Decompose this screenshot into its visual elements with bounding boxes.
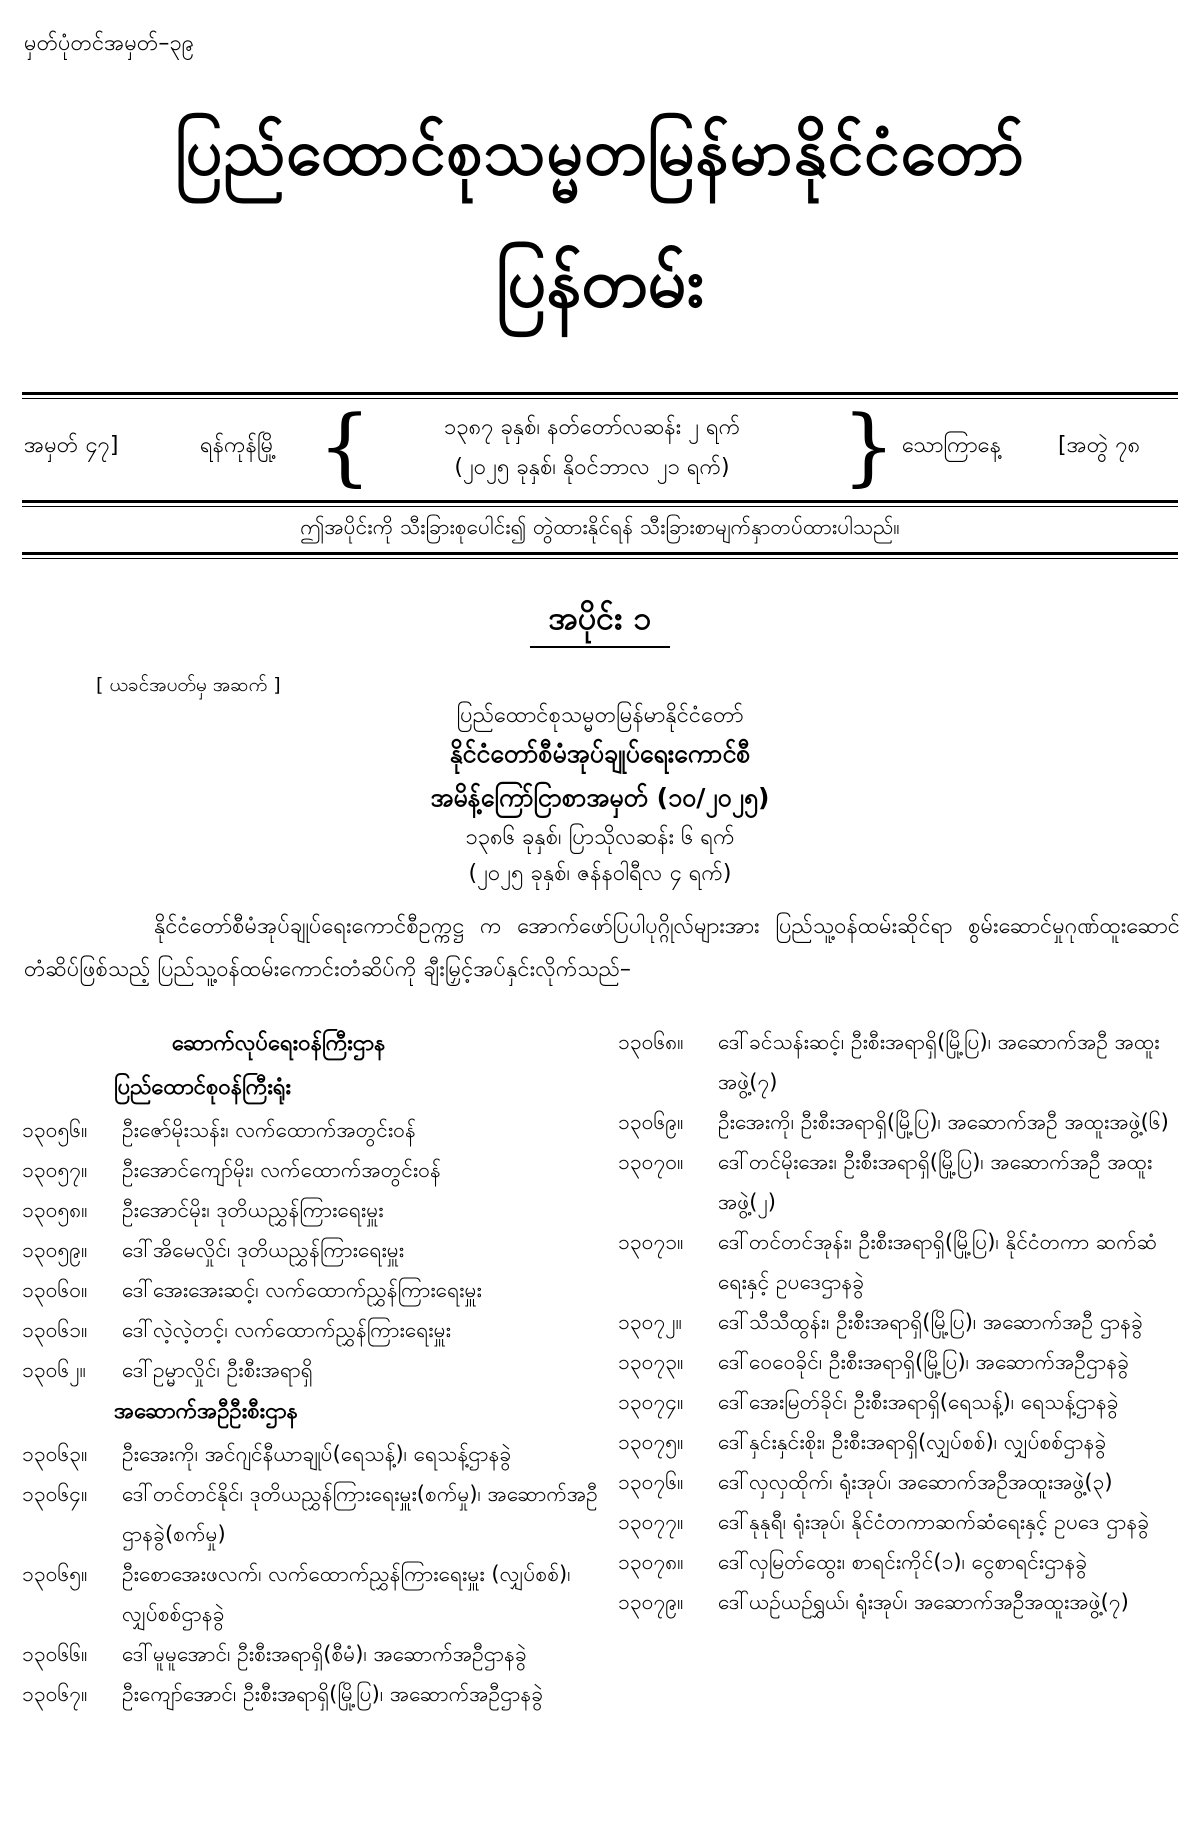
award-entry	[618, 1422, 1178, 1462]
header-council: နိုင်ငံတော်စီမံအုပ်ချုပ်ရေးကောင်စီ	[449, 739, 751, 768]
entry-number: ၁၃၀၅၉။	[22, 1238, 88, 1262]
entry-number: ၁၃၀၆၇။	[22, 1682, 88, 1706]
header-state: ပြည်ထောင်စုသမ္မတမြန်မာနိုင်ငံတော်	[456, 703, 744, 728]
entry-number: ၁၃၀၆၉။	[618, 1110, 684, 1134]
entry-text: ဒေါ်ဥမ္မာလှိုင်၊ ဦးစီးအရာရှိ	[122, 1358, 313, 1382]
entry-text: ဦးအောင်မိုး၊ ဒုတိယညွှန်ကြားရေးမှူး	[122, 1198, 384, 1222]
entry-number: ၁၃၀၇၇။	[618, 1510, 684, 1534]
left-column	[22, 1022, 602, 1714]
award-entry	[618, 1542, 1178, 1582]
award-entry	[22, 1270, 602, 1310]
masthead-rule-top	[22, 392, 1178, 395]
award-entry	[618, 1302, 1178, 1342]
left-entries-a	[22, 1110, 602, 1390]
department-heading: အဆောက်အဦဦးစီးဌာန	[114, 1399, 298, 1424]
note-rule	[22, 552, 1178, 555]
masthead	[22, 397, 1178, 495]
entry-number: ၁၃၀၅၇။	[22, 1158, 88, 1182]
header-date-myanmar: ၁၃၈၆ ခုနှစ်၊ ပြာသိုလဆန်း ၆ ရက်	[465, 825, 735, 850]
entry-number: ၁၃၀၇၆။	[618, 1470, 684, 1494]
award-entry	[22, 1674, 602, 1714]
entry-number: ၁၃၀၇၂။	[618, 1310, 682, 1334]
entry-text: ဒေါ်လဲ့လဲ့တင့်၊ လက်ထောက်ညွှန်ကြားရေးမှူး	[122, 1318, 451, 1342]
entry-text: ဒေါ်တင်တင်အုန်း၊ ဦးစီးအရာရှိ(မြို့ပြ)၊ နိုင်ငံတကာ ဆက်ဆံရေးနှင့် ဥပဒေဌာနခွဲ	[718, 1230, 1158, 1294]
left-brace: {	[318, 397, 372, 495]
award-entry	[22, 1310, 602, 1350]
entry-number: ၁၃၀၇၈။	[618, 1550, 684, 1574]
paragraph-text: နိုင်ငံတော်စီမံအုပ်ချုပ်ရေးကောင်စီဥက္ကဋ္ဌ က အောက်ဖော်ပြပါပုဂ္ဂိုလ်များအား ပြည်သူ့ဝန်ထမ်းဆိုင်ရာ စွမ်းဆောင်မှုဂုဏ်ထူးဆောင်တံဆိပ်ဖြစ်သည့် ပြည်သူ့ဝန်ထမ်းကောင်းတံဆိပ်ကို ချီးမြှင့်အပ်နှင်းလိုက်သည်–	[24, 914, 1180, 982]
entry-number: ၁၃၀၆၁။	[22, 1318, 88, 1342]
masthead-rule-top-thin	[22, 398, 1178, 399]
entry-number: ၁၃၀၆၀။	[22, 1278, 88, 1302]
award-entry	[22, 1634, 602, 1674]
award-entry	[22, 1434, 602, 1474]
entry-text: ဒေါ်တင်မိုးအေး၊ ဦးစီးအရာရှိ(မြို့ပြ)၊ အဆောက်အဦ အထူးအဖွဲ့(၂)	[718, 1150, 1153, 1214]
award-entry	[22, 1190, 602, 1230]
left-entries-b	[22, 1434, 602, 1714]
entry-text: ဒေါ်မူမူအောင်၊ ဦးစီးအရာရှိ(စီမံ)၊ အဆောက်အဦဌာနခွဲ	[122, 1642, 527, 1666]
entry-number: ၁၃၀၆၃။	[22, 1442, 88, 1466]
entry-text: ဒေါ်တင်တင်နိုင်၊ ဒုတိယညွှန်ကြားရေးမှူး(စက်မှု)၊ အဆောက်အဦဌာနခွဲ(စက်မှု)	[122, 1482, 598, 1546]
entry-text: ဒေါ်နုနုရီ၊ ရုံးအုပ်၊ နိုင်ငံတကာဆက်ဆံရေးနှင့် ဥပဒေ ဌာနခွဲ	[718, 1510, 1150, 1534]
part-title: အပိုင်း ၁	[548, 599, 652, 637]
registration-number: မှတ်ပုံတင်အမှတ်–၃၉	[24, 31, 195, 56]
award-entry	[618, 1582, 1178, 1622]
issue-number: အမှတ် ၄၇]	[24, 433, 119, 458]
continued-note: [ ယခင်အပတ်မှ အဆက် ]	[96, 674, 281, 696]
masthead-rule-bottom-thin	[22, 506, 1178, 507]
entry-text: ဒေါ်အိမေလှိုင်၊ ဒုတိယညွှန်ကြားရေးမှူး	[122, 1238, 405, 1262]
entry-text: ဒေါ်အေးမြတ်ခိုင်၊ ဦးစီးအရာရှိ(ရေသန့်)၊ ရေသန့်ဌာနခွဲ	[718, 1390, 1119, 1414]
entry-number: ၁၃၀၇၅။	[618, 1430, 684, 1454]
entry-number: ၁၃၀၆၈။	[618, 1030, 684, 1054]
entry-number: ၁၃၀၇၄။	[618, 1390, 684, 1414]
part-title-underline	[530, 646, 670, 648]
award-entry	[22, 1554, 602, 1634]
award-entry	[22, 1150, 602, 1190]
right-column	[618, 1022, 1178, 1622]
entry-text: ဒေါ်သီသီထွန်း၊ ဦးစီးအရာရှိ(မြို့ပြ)၊ အဆောက်အဦ ဌာနခွဲ	[718, 1310, 1143, 1334]
entry-number: ၁၃၀၆၆။	[22, 1642, 88, 1666]
award-entry	[618, 1142, 1178, 1222]
entry-text: ဒေါ်လှလှထိုက်၊ ရုံးအုပ်၊ အဆောက်အဦအထူးအဖွဲ့(၃)	[718, 1470, 1113, 1494]
entry-number: ၁၃၀၆၅။	[22, 1562, 88, 1586]
entry-text: ဦးဇော်မိုးသန်း၊ လက်ထောက်အတွင်းဝန်	[122, 1118, 416, 1142]
award-entry	[22, 1110, 602, 1150]
award-entry	[618, 1382, 1178, 1422]
date-myanmar: ၁၃၈၇ ခုနှစ်၊ နတ်တော်လဆန်း ၂ ရက်	[443, 415, 741, 440]
entry-text: ဒေါ်လှမြတ်ထွေး၊ စာရင်းကိုင်(၁)၊ ငွေစာရင်းဌာနခွဲ	[718, 1550, 1088, 1574]
award-entry	[618, 1462, 1178, 1502]
award-entry	[22, 1474, 602, 1554]
weekday: သောကြာနေ့	[902, 433, 1001, 458]
note-rule-thin	[22, 558, 1178, 559]
entry-text: ဦးအောင်ကျော်မိုး၊ လက်ထောက်အတွင်းဝန်	[122, 1158, 441, 1182]
ministry-heading: ဆောက်လုပ်ရေးဝန်ကြီးဌာန	[172, 1031, 386, 1056]
award-entry	[618, 1502, 1178, 1542]
right-brace: }	[842, 397, 896, 495]
entry-text: ဦးအေးကို၊ အင်ဂျင်နီယာချုပ်(ရေသန့်)၊ ရေသန့်ဌာနခွဲ	[122, 1442, 512, 1466]
entry-number: ၁၃၀၇၁။	[618, 1230, 684, 1254]
entry-number: ၁၃၀၆၂။	[22, 1358, 86, 1382]
right-entries	[618, 1022, 1178, 1622]
award-entry	[22, 1230, 602, 1270]
volume: [အတွဲ ၇၈	[1058, 433, 1141, 458]
entry-text: ဒေါ်နှင်းနှင်းစိုး၊ ဦးစီးအရာရှိ(လျှပ်စစ်)၊ လျှပ်စစ်ဌာနခွဲ	[718, 1430, 1107, 1454]
header-date-gregorian: (၂၀၂၅ ခုနှစ်၊ ဇန်နဝါရီလ ၄ ရက်)	[468, 861, 732, 886]
order-paragraph	[24, 905, 1180, 991]
entry-text: ဒေါ်ဝေဝေခိုင်၊ ဦးစီးအရာရှိ(မြို့ပြ)၊ အဆောက်အဦဌာနခွဲ	[718, 1350, 1129, 1374]
award-entry	[618, 1102, 1178, 1142]
entry-text: ဒေါ်ခင်သန်းဆင့်၊ ဦးစီးအရာရှိ(မြို့ပြ)၊ အဆောက်အဦ အထူးအဖွဲ့(၇)	[718, 1030, 1160, 1094]
entry-text: ဒေါ်ယဉ်ယဉ်ရွှယ်၊ ရုံးအုပ်၊ အဆောက်အဦအထူးအဖွဲ့(၇)	[718, 1590, 1129, 1614]
entry-text: ဒေါ်အေးအေးဆင့်၊ လက်ထောက်ညွှန်ကြားရေးမှူး	[122, 1278, 482, 1302]
gazette-title: ပြည်ထောင်စုသမ္မတမြန်မာနိုင်ငံတော်	[174, 116, 1026, 190]
entry-text: ဦးကျော်အောင်၊ ဦးစီးအရာရှိ(မြို့ပြ)၊ အဆောက်အဦဌာနခွဲ	[122, 1682, 544, 1706]
gazette-subtitle: ပြန်တမ်း	[496, 244, 704, 323]
masthead-rule-bottom	[22, 500, 1178, 503]
entry-number: ၁၃၀၅၈။	[22, 1198, 88, 1222]
entry-number: ၁၃၀၇၃။	[618, 1350, 684, 1374]
award-entry	[618, 1022, 1178, 1102]
header-order-number: အမိန့်ကြော်ငြာစာအမှတ် (၁၀/၂၀၂၅)	[430, 783, 770, 812]
entry-number: ၁၃၀၇၉။	[618, 1590, 684, 1614]
entry-number: ၁၃၀၅၆။	[22, 1118, 88, 1142]
award-entry	[618, 1222, 1178, 1302]
separate-page-note: ဤအပိုင်းကို သီးခြားစုပေါင်း၍ တွဲထားနိုင်ရန် သီးခြားစာမျက်နှာတပ်ထားပါသည်။	[300, 515, 900, 539]
award-entry	[618, 1342, 1178, 1382]
entry-text: ဦးအေးကို၊ ဦးစီးအရာရှိ(မြို့ပြ)၊ အဆောက်အဦ အထူးအဖွဲ့(၆)	[718, 1110, 1169, 1134]
office-heading: ပြည်ထောင်စုဝန်ကြီးရုံး	[114, 1075, 292, 1100]
date-gregorian: (၂၀၂၅ ခုနှစ်၊ နိုဝင်ဘာလ ၂၁ ရက်)	[454, 455, 730, 480]
award-entry	[22, 1350, 602, 1390]
entry-number: ၁၃၀၆၄။	[22, 1482, 88, 1506]
entry-text: ဦးစောအေးဖလက်၊ လက်ထောက်ညွှန်ကြားရေးမှူး (လျှပ်စစ်)၊ လျှပ်စစ်ဌာနခွဲ	[122, 1562, 571, 1626]
city: ရန်ကုန်မြို့	[200, 433, 277, 458]
entry-number: ၁၃၀၇၀။	[618, 1150, 684, 1174]
